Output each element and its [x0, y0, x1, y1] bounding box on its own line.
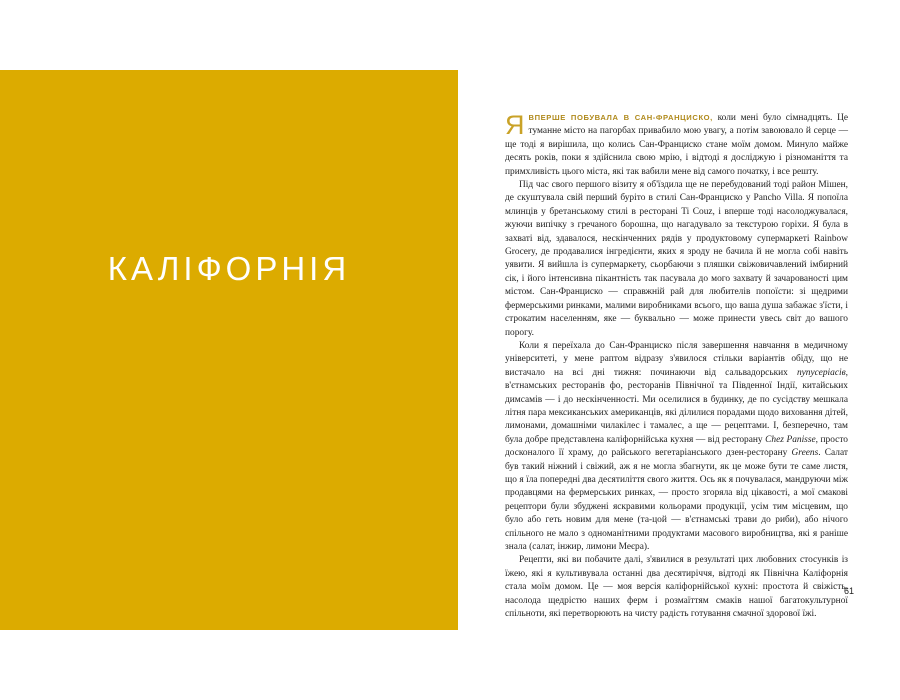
lead-in: ВПЕРШЕ ПОБУВАЛА В САН-ФРАНЦИСКО, — [528, 113, 713, 122]
body-text — [505, 111, 848, 621]
page-number: 61 — [844, 586, 855, 596]
chapter-color-block — [0, 70, 458, 630]
paragraph-1-text: коли мені було сімнадцять. Це туманне місто на пагорбах привабило мою увагу, а потім завоювало й серце — ще тоді я вирішила, що колись Сан-Франциско стане моїм домом. Минуло майже десять років, поки я здійснила свою мрію, і відтоді я досліджую і різноманіття та примхливість цього міста, які так вабили мене від самого початку, і все решту. — [505, 113, 848, 177]
paragraph-3-text-b: , в'єтнамських ресторанів фо, ресторанів Північної та Південної Індії, китайських димсамів — і до нескінченності. Ми оселилися в будинку, де по сусідству мешкала літня пара мексиканських американців, які ділилися порадами щодо виховання дітей, лимонами, домашніми чилакілес і тамалес, а ще — рецептами. І, безперечно, там була добре представлена каліфорнійська кухня — від ресторану — [505, 367, 848, 445]
paragraph-3-text-c: , просто досконалого її храму, до райського вегетаріанського дзен-ресторану — [505, 434, 848, 459]
paragraph-2: Під час свого першого візиту я об'їздила ще не перебудований тоді район Мішен, де скуштувала свій перший буріто в стилі Сан-Франциско у Pancho Villa. Я попоїла млинців у бретанському стилі в ресторані Ti Couz, і вперше тоді насолоджувалася, жуючи випічку з гречаного борошна, що нагадувало за текстурою горіхи. Я була в захваті від, здавалося, нескінченних рядів у продуктовому супермаркеті Rainbow Grocery, де продавалися інгредієнти, яких я зроду не бачила й не могла собі навіть уявити. Я вийшла із супермаркету, сьорбаючи з пляшки свіжовичавлений імбирний сік, і його інтенсивна пікантність так пасувала до мого захвату й зачарованості цим містом. Сан-Франциско — справжній рай для любителів попоїсти: зі щедрими фермерськими ринками, малими виробниками всього, що ваша душа забажає з'їсти, і строкатим населенням, яке — буквально — може принести увесь світ до вашого порогу. — [505, 180, 848, 338]
chapter-title: КАЛІФОРНІЯ — [107, 250, 351, 287]
paragraph-4: Рецепти, які ви побачите далі, з'явилися в результаті цих любовних стосунків із їжею, які я культивувала останні два десятиріччя, відтоді як Північна Каліфорнія стала моїм домом. Це — моя версія каліфорнійської кухні: простота й свіжість, насолода щедрістю наших ферм і розмаїттям смаків нашої багатокультурної спільноти, які перетворюють на чисту радість готування смачної здорової їжі. — [505, 555, 848, 620]
paragraph-1 — [505, 111, 848, 179]
paragraph-3-text-d: . Салат був такий ніжний і свіжий, аж я не могла збагнути, як це може бути те саме листя, що я їла попередні два десятиліття свого життя. Ось як я почувалася, мандруючи між продавцями на фермерських ринках, — просто згоряла від цікавості, а мої смакові рецептори були збуджені яскравими кольорами продукції, усім тим місцевим, що було або геть новим для мене (та-цой — в'єтнамські трави до риби), або нічого спільного не мало з одноманітними продуктами масового виробництва, які я раніше знала (салат, інжир, лимони Меєра). — [505, 448, 848, 552]
paragraph-3-text-a: Коли я переїхала до Сан-Франциско після завершення навчання в медичному університеті, у мене раптом відразу з'явилося стільки варіантів обіду, що не вистачало на всі дні тижня: починаючи від сальвадорських — [505, 340, 848, 378]
drop-cap: Я — [505, 110, 525, 140]
italic-chez-panisse: Chez Panisse — [765, 434, 816, 445]
italic-greens: Greens — [791, 448, 819, 459]
italic-pupuserias: пупусеріасів — [796, 367, 846, 378]
paragraph-3 — [505, 340, 848, 555]
